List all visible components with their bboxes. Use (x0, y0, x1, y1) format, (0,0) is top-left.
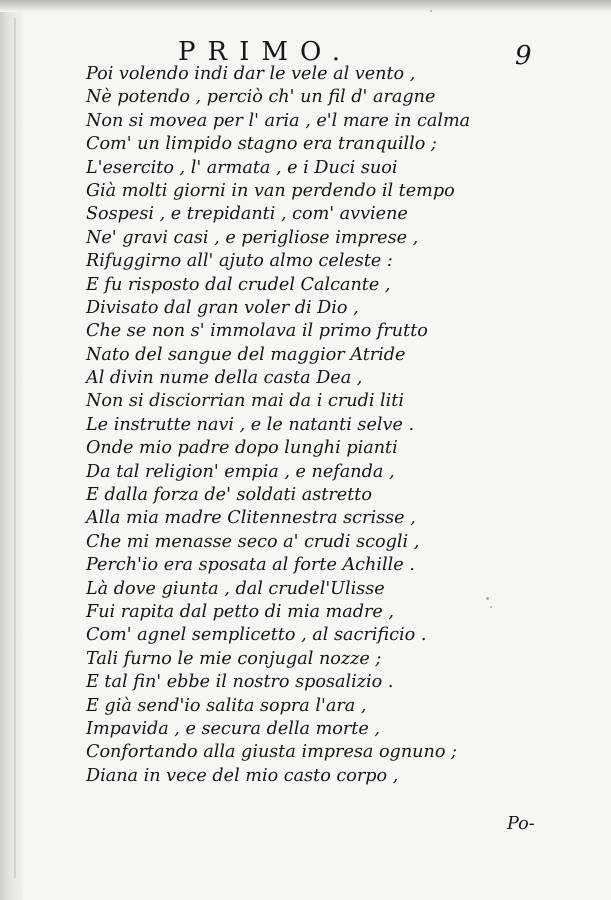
verse-line: Rifuggirno all' ajuto almo celeste : (86, 251, 393, 272)
verse-line: Divisato dal gran voler di Dio , (86, 297, 359, 318)
catchword: Po- (507, 814, 535, 834)
verse-line: Che mi menasse seco a' crudi scogli , (86, 531, 420, 552)
verse-line: Alla mia madre Clitennestra scrisse , (86, 508, 416, 529)
verse-line: E già send'io salita sopra l'ara , (86, 695, 367, 716)
verse-line: Da tal religion' empia , e nefanda , (86, 461, 395, 482)
verse-line: Non si movea per l' aria , e'l mare in calma (86, 110, 471, 131)
verse-line: Tali furno le mie conjugal nozze ; (86, 648, 382, 669)
ink-speck (486, 597, 489, 600)
verse-line: Sospesi , e trepidanti , com' avviene (86, 204, 408, 225)
page-top-edge (0, 0, 611, 12)
verse-line: Al divin nume della casta Dea , (86, 368, 363, 389)
verse-line: Com' agnel semplicetto , al sacrificio . (86, 625, 427, 646)
verse-line: Confortando alla giusta impresa ognuno ; (86, 742, 457, 763)
page-number: 9 (515, 41, 532, 71)
verse-line: Poi volendo indi dar le vele al vento , (86, 64, 416, 84)
verse-line: Che se non s' immolava il primo frutto (86, 321, 428, 342)
verse-line: Impavida , e secura della morte , (86, 718, 380, 739)
page-fold-line (14, 18, 16, 878)
ink-speck (490, 606, 492, 608)
verse-list (86, 63, 596, 788)
page-gutter-shadow (0, 0, 22, 900)
verse-line: L'esercito , l' armata , e i Duci suoi (86, 157, 398, 178)
ink-speck (430, 10, 432, 12)
verse-line: E fu risposto dal crudel Calcante , (86, 274, 391, 295)
verse-line: Perch'io era sposata al forte Achille . (86, 555, 415, 576)
verse-line: Nato del sangue del maggior Atride (86, 344, 406, 365)
verse-line: Non si disciorrian mai da i crudi liti (86, 391, 404, 412)
verse-line: Onde mio padre dopo lunghi pianti (86, 438, 398, 459)
verse-line: Com' un limpido stagno era tranquillo ; (86, 134, 437, 155)
verse-line: Diana in vece del mio casto corpo , (86, 765, 399, 786)
verse-line: E tal fin' ebbe il nostro sposalizio . (86, 672, 394, 693)
running-head: PRIMO. (178, 37, 353, 67)
verse-line: Le instrutte navi , e le natanti selve . (86, 414, 415, 435)
verse-line: Fui rapita dal petto di mia madre , (86, 601, 394, 622)
verse-line: Là dove giunta , dal crudel'Ulisse (86, 578, 385, 599)
verse-line: Già molti giorni in van perdendo il tempo (86, 180, 455, 201)
verse-line: Ne' gravi casi , e perigliose imprese , (86, 227, 419, 248)
verse-line: E dalla forza de' soldati astretto (86, 485, 372, 506)
verse-line: Nè potendo , perciò ch' un fil d' aragne (86, 87, 436, 108)
